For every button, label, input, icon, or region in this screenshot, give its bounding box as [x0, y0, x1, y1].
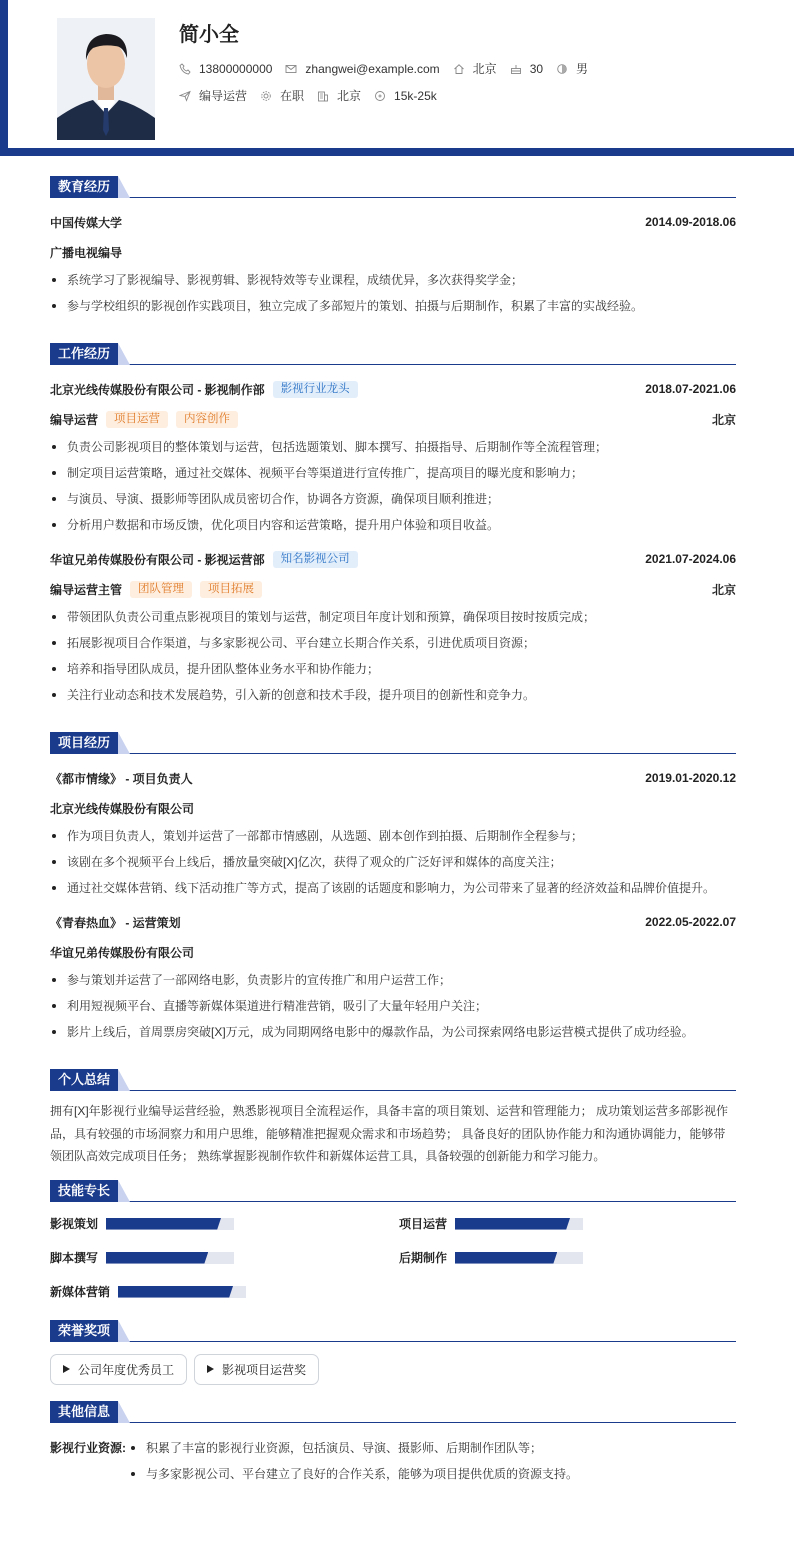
phone-number: 13800000000 — [199, 61, 273, 76]
school-name: 中国传媒大学 — [50, 215, 123, 230]
gender-info — [556, 60, 588, 77]
list-item: 作为项目负责人，策划并运营了一部都市情感剧，从选题、剧本创作到拍摄、后期制作全程参与； — [50, 823, 736, 849]
list-item: 该剧在多个视频平台上线后，播放量突破[X]亿次，获得了观众的广泛好评和媒体的高度关注； — [50, 849, 736, 875]
list-item: 带领团队负责公司重点影视项目的策划与运营，制定项目年度计划和预算，确保项目按时按质完成； — [50, 604, 736, 630]
list-item: 利用短视频平台、直播等新媒体渠道进行精准营销，吸引了大量年轻用户关注； — [50, 993, 736, 1019]
job-bullets — [50, 434, 736, 538]
skill-level — [455, 1218, 570, 1230]
section-header — [50, 343, 736, 365]
age-value: 30 — [529, 61, 544, 76]
skill-item — [399, 1214, 736, 1234]
list-item: 负责公司影视项目的整体策划与运营，包括选题策划、脚本撰写、拍摄指导、后期制作等全流程管理； — [50, 434, 736, 460]
other-label: 影视行业资源: — [50, 1440, 126, 1455]
education-section — [50, 176, 736, 319]
salary-value: 15k-25k — [394, 88, 437, 103]
list-item: 与演员、导演、摄影师等团队成员密切合作，协调各方资源，确保项目顺利推进； — [50, 486, 736, 512]
job-location: 北京 — [711, 412, 736, 427]
skill-name: 新媒体营销 — [50, 1285, 111, 1299]
role-tag: 项目拓展 — [200, 581, 262, 598]
awards-section — [50, 1320, 736, 1385]
list-item: 培养和指导团队成员，提升团队整体业务水平和协作能力； — [50, 656, 736, 682]
list-item: 影片上线后，首周票房突破[X]万元，成为同期网络电影中的爆款作品，为公司探索网络电影运营模式提供了成功经验。 — [50, 1019, 736, 1045]
project-entry — [50, 907, 736, 1045]
project-name: 《青春热血》 - 运营策划 — [50, 915, 181, 930]
list-item: 积累了丰富的影视行业资源，包括演员、导演、摄影师、后期制作团队等； — [129, 1435, 578, 1461]
play-icon — [63, 1365, 70, 1373]
skill-name: 脚本撰写 — [50, 1251, 99, 1265]
section-header — [50, 1401, 736, 1423]
skill-bar — [455, 1218, 583, 1230]
section-title: 其他信息 — [50, 1401, 118, 1423]
candidate-name: 简小全 — [179, 24, 239, 46]
summary-text: 拥有[X]年影视行业编导运营经验，熟悉影视项目全流程运作，具备丰富的项目策划、运营和管理能力； 成功策划运营多部影视作品，具有较强的市场洞察力和用户思维，能够精准把握观众需求和市场趋势； 具备良好的团队协作能力和沟通协调能力，能够带领团队高效完成项目任务； 熟练掌握影视制作软件和新媒体运营工具，具备较强的创新能力和学习能力。 — [50, 1104, 729, 1163]
section-header — [50, 176, 736, 198]
job-entry — [50, 374, 736, 538]
mail-icon — [285, 63, 297, 75]
role-tag: 项目运营 — [106, 411, 168, 428]
company-name: 华谊兄弟传媒股份有限公司 - 影视运营部 — [50, 552, 265, 567]
email-info — [285, 62, 439, 76]
cake-icon — [510, 63, 522, 75]
skill-item — [50, 1214, 399, 1234]
home-icon — [453, 63, 465, 75]
list-item: 关注行业动态和技术发展趋势，引入新的创意和技术手段，提升项目的创新性和竞争力。 — [50, 682, 736, 708]
list-item: 参与学校组织的影视创作实践项目，独立完成了多部短片的策划、拍摄与后期制作，积累了丰富的实战经验。 — [50, 293, 736, 319]
list-item: 参与策划并运营了一部网络电影，负责影片的宣传推广和用户运营工作； — [50, 967, 736, 993]
project-entry — [50, 763, 736, 901]
project-org: 北京光线传媒股份有限公司 — [50, 801, 195, 816]
city-value: 北京 — [337, 89, 362, 103]
job-role: 编导运营主管 — [50, 582, 123, 597]
job-bullets — [50, 604, 736, 708]
position-value: 编导运营 — [199, 89, 248, 103]
gear-icon — [260, 90, 272, 102]
role-tag: 内容创作 — [176, 411, 238, 428]
section-header — [50, 1320, 736, 1342]
header-frame-left — [0, 0, 8, 152]
position-info — [179, 87, 247, 104]
section-header — [50, 732, 736, 754]
section-title: 荣誉奖项 — [50, 1320, 118, 1342]
section-title: 工作经历 — [50, 343, 118, 365]
job-period: 2021.07-2024.06 — [645, 552, 736, 566]
project-org-row — [50, 793, 736, 823]
gender-value: 男 — [576, 62, 589, 76]
education-period: 2014.09-2018.06 — [645, 215, 736, 229]
skill-name: 项目运营 — [399, 1217, 448, 1231]
summary-section — [50, 1069, 736, 1168]
resume-body — [50, 176, 736, 1487]
other-bullets — [129, 1435, 578, 1487]
skill-name: 后期制作 — [399, 1251, 448, 1265]
profile-photo — [57, 18, 155, 140]
header-frame-bottom — [0, 148, 794, 156]
job-role: 编导运营 — [50, 412, 99, 427]
major-name: 广播电视编导 — [50, 245, 123, 260]
age-info — [510, 62, 543, 76]
skill-level — [455, 1252, 557, 1264]
skill-bar — [118, 1286, 246, 1298]
project-header-row — [50, 907, 736, 937]
skill-item — [399, 1248, 736, 1268]
education-row — [50, 207, 736, 237]
project-header-row — [50, 763, 736, 793]
awards-list — [50, 1354, 736, 1385]
job-role-row — [50, 404, 736, 434]
building-icon — [317, 90, 329, 102]
skill-bar — [106, 1252, 234, 1264]
major-row — [50, 237, 736, 267]
skill-item — [50, 1248, 399, 1268]
section-header — [50, 1069, 736, 1091]
status-info — [260, 87, 304, 104]
list-item: 系统学习了影视编导、影视剪辑、影视特效等专业课程，成绩优异，多次获得奖学金； — [50, 267, 736, 293]
award-label: 公司年度优秀员工 — [78, 1362, 175, 1377]
skill-item — [50, 1282, 399, 1302]
role-tag: 团队管理 — [130, 581, 192, 598]
list-item: 与多家影视公司、平台建立了良好的合作关系，能够为项目提供优质的资源支持。 — [129, 1461, 578, 1487]
company-tag: 影视行业龙头 — [273, 381, 358, 398]
skill-name: 影视策划 — [50, 1217, 99, 1231]
skill-level — [106, 1252, 208, 1264]
project-period: 2022.05-2022.07 — [645, 915, 736, 929]
other-section — [50, 1401, 736, 1487]
hometown-info — [453, 60, 497, 77]
skills-section — [50, 1180, 736, 1302]
list-item: 制定项目运营策略，通过社交媒体、视频平台等渠道进行宣传推广，提高项目的曝光度和影响力； — [50, 460, 736, 486]
section-title: 教育经历 — [50, 176, 118, 198]
list-item: 分析用户数据和市场反馈，优化项目内容和运营策略，提升用户体验和项目收益。 — [50, 512, 736, 538]
contact-row — [179, 60, 601, 77]
job-intent-row — [179, 87, 450, 104]
phone-info — [179, 62, 272, 76]
project-name: 《都市情缘》 - 项目负责人 — [50, 771, 193, 786]
job-entry — [50, 544, 736, 708]
list-item: 通过社交媒体营销、线下活动推广等方式，提高了该剧的话题度和影响力，为公司带来了显著的经济效益和品牌价值提升。 — [50, 875, 736, 901]
skill-level — [106, 1218, 221, 1230]
job-header-row — [50, 544, 736, 574]
project-bullets — [50, 967, 736, 1045]
play-icon — [207, 1365, 214, 1373]
award-label: 影视项目运营奖 — [222, 1362, 307, 1377]
section-title: 项目经历 — [50, 732, 118, 754]
send-icon — [179, 90, 191, 102]
job-header-row — [50, 374, 736, 404]
award-item — [194, 1354, 319, 1385]
project-org-row — [50, 937, 736, 967]
job-location: 北京 — [711, 582, 736, 597]
skill-bar — [455, 1252, 583, 1264]
status-value: 在职 — [280, 89, 305, 103]
list-item: 拓展影视项目合作渠道，与多家影视公司、平台建立长期合作关系，引进优质项目资源； — [50, 630, 736, 656]
skill-bar — [106, 1218, 234, 1230]
other-info — [50, 1435, 736, 1487]
project-org: 华谊兄弟传媒股份有限公司 — [50, 945, 195, 960]
skills-grid — [50, 1214, 736, 1302]
job-period: 2018.07-2021.06 — [645, 382, 736, 396]
gender-icon — [556, 63, 568, 75]
skill-level — [118, 1286, 233, 1298]
hometown-value: 北京 — [472, 62, 497, 76]
salary-info — [374, 89, 437, 103]
company-tag: 知名影视公司 — [273, 551, 358, 568]
section-title: 技能专长 — [50, 1180, 118, 1202]
job-role-row — [50, 574, 736, 604]
award-item — [50, 1354, 187, 1385]
project-bullets — [50, 823, 736, 901]
email-address: zhangwei@example.com — [305, 61, 440, 76]
project-period: 2019.01-2020.12 — [645, 771, 736, 785]
phone-icon — [179, 63, 191, 75]
work-section — [50, 343, 736, 708]
section-header — [50, 1180, 736, 1202]
money-icon — [374, 90, 386, 102]
projects-section — [50, 732, 736, 1045]
company-name: 北京光线传媒股份有限公司 - 影视制作部 — [50, 382, 265, 397]
section-title: 个人总结 — [50, 1069, 118, 1091]
education-bullets — [50, 267, 736, 319]
city-info — [317, 87, 361, 104]
